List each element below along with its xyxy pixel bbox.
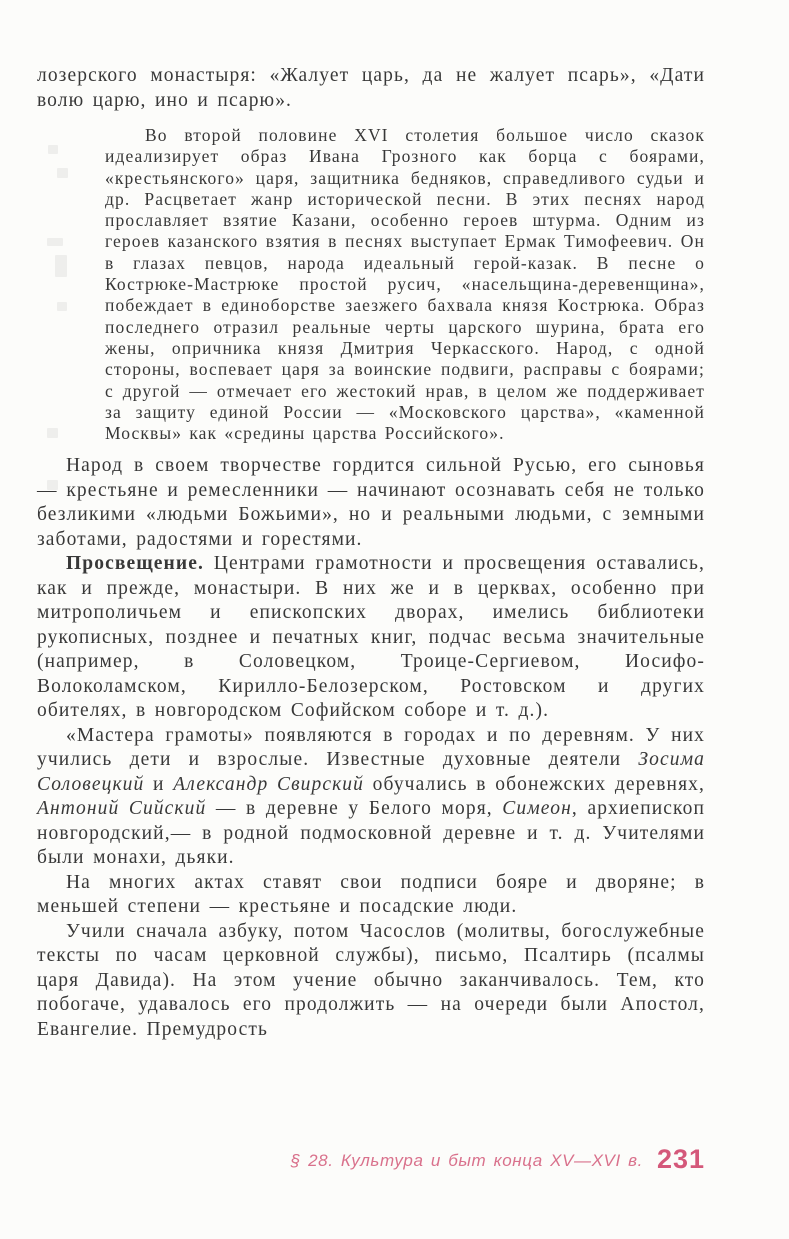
paragraph-mastera — [37, 724, 705, 871]
mastera-seg-1: «Мастера грамоты» появляются в городах и по деревням. У них учились дети и взрослые. Известные духовные деятели — [37, 724, 705, 771]
page-footer — [37, 1144, 705, 1175]
chapter-heading: § 28. Культура и быт конца XV—XVI в. — [290, 1151, 643, 1170]
person-name-zosima: Зосима Соловецкий — [37, 749, 705, 795]
person-name-simeon: Симеон — [502, 798, 572, 820]
paragraph-continuation: лозерского монастыря: «Жалует царь, да не жалует псарь», «Дати волю царю, ино и псарю». — [37, 65, 705, 111]
mastera-seg-5: , архиепископ новгородский,— в родной подмосковной деревне и т. д. Учителями были монахи, дьяки. — [37, 798, 705, 869]
paragraph-narod: Народ в своем творчестве гордится сильной Русью, его сыновья — крестьяне и ремесленники — начинают осознавать себя не только безликими «людьми Божьими», но и реальными людьми, с земными заботами, радостями и горестями. — [37, 455, 705, 550]
person-name-antoniy: Антоний Сийский — [37, 798, 207, 820]
mastera-seg-4: — в деревне у Белого моря, — [206, 798, 503, 820]
person-name-aleksandr: Александр Свирский — [173, 773, 365, 795]
paragraph-uchili: Учили сначала азбуку, потом Часослов (молитвы, богослужебные тексты по часам церковной службы), письмо, Псалтирь (псалмы царя Давида). На этом учение обычно заканчивалось. Тем, кто побогаче, удавалось его продолжить — на очереди были Апостол, Евангелие. Премудрость — [37, 920, 705, 1040]
mastera-seg-3: обучались в обонежских деревнях, — [364, 773, 705, 795]
paragraph-lead-bold: Просвещение. — [66, 553, 204, 575]
mastera-seg-2: и — [144, 773, 174, 795]
page-text-column — [37, 64, 705, 1042]
paragraph-akty: На многих актах ставят свои подписи бояре и дворяне; в меньшей степени — крестьяне и посадские люди. — [37, 871, 705, 918]
block-quote: Во второй половине XVI столетия большое число сказок идеализирует образ Ивана Грозного как борца с боярами, «крестьянского» царя, защитника бедняков, справедливого судьи и др. Расцветает жанр исторической песни. В этих песнях народ прославляет взятие Казани, особенно героев штурма. Одним из героев казанского взятия в песнях выступает Ермак Тимофеевич. Он в глазах певцов, народа идеальный герой-казак. В песне о Кострюке-Мастрюке простой русич, «насельщина-деревенщина», побеждает в единоборстве заезжего бахвала князя Кострюка. Образ последнего отразил реальные черты царского шурина, брата его жены, опричника князя Дмитрия Черкасского. Народ, с одной стороны, воспевает царя за воинские подвиги, расправы с боярами; с другой — отмечает его жестокий нрав, в целом же поддерживает за защиту единой России — «Московского царства», «каменной Москвы» как «средины царства Российского». — [105, 125, 705, 444]
page-number: 231 — [656, 1144, 705, 1174]
paragraph-prosveshchenie — [37, 552, 705, 724]
paragraph-prosveshchenie-rest: Центрами грамотности и просвещения оставались, как и прежде, монастыри. В них же и в церквах, особенно при митрополичьем и епископских дворах, имелись библиотеки рукописных, позднее и печатных книг, подчас весьма значительные (например, в Соловецком, Троице-Сергиевом, Иосифо-Волоколамском, Кирилло-Белозерском, Ростовском и других обителях, в новгородском Софийском соборе и т. д.). — [37, 553, 705, 722]
